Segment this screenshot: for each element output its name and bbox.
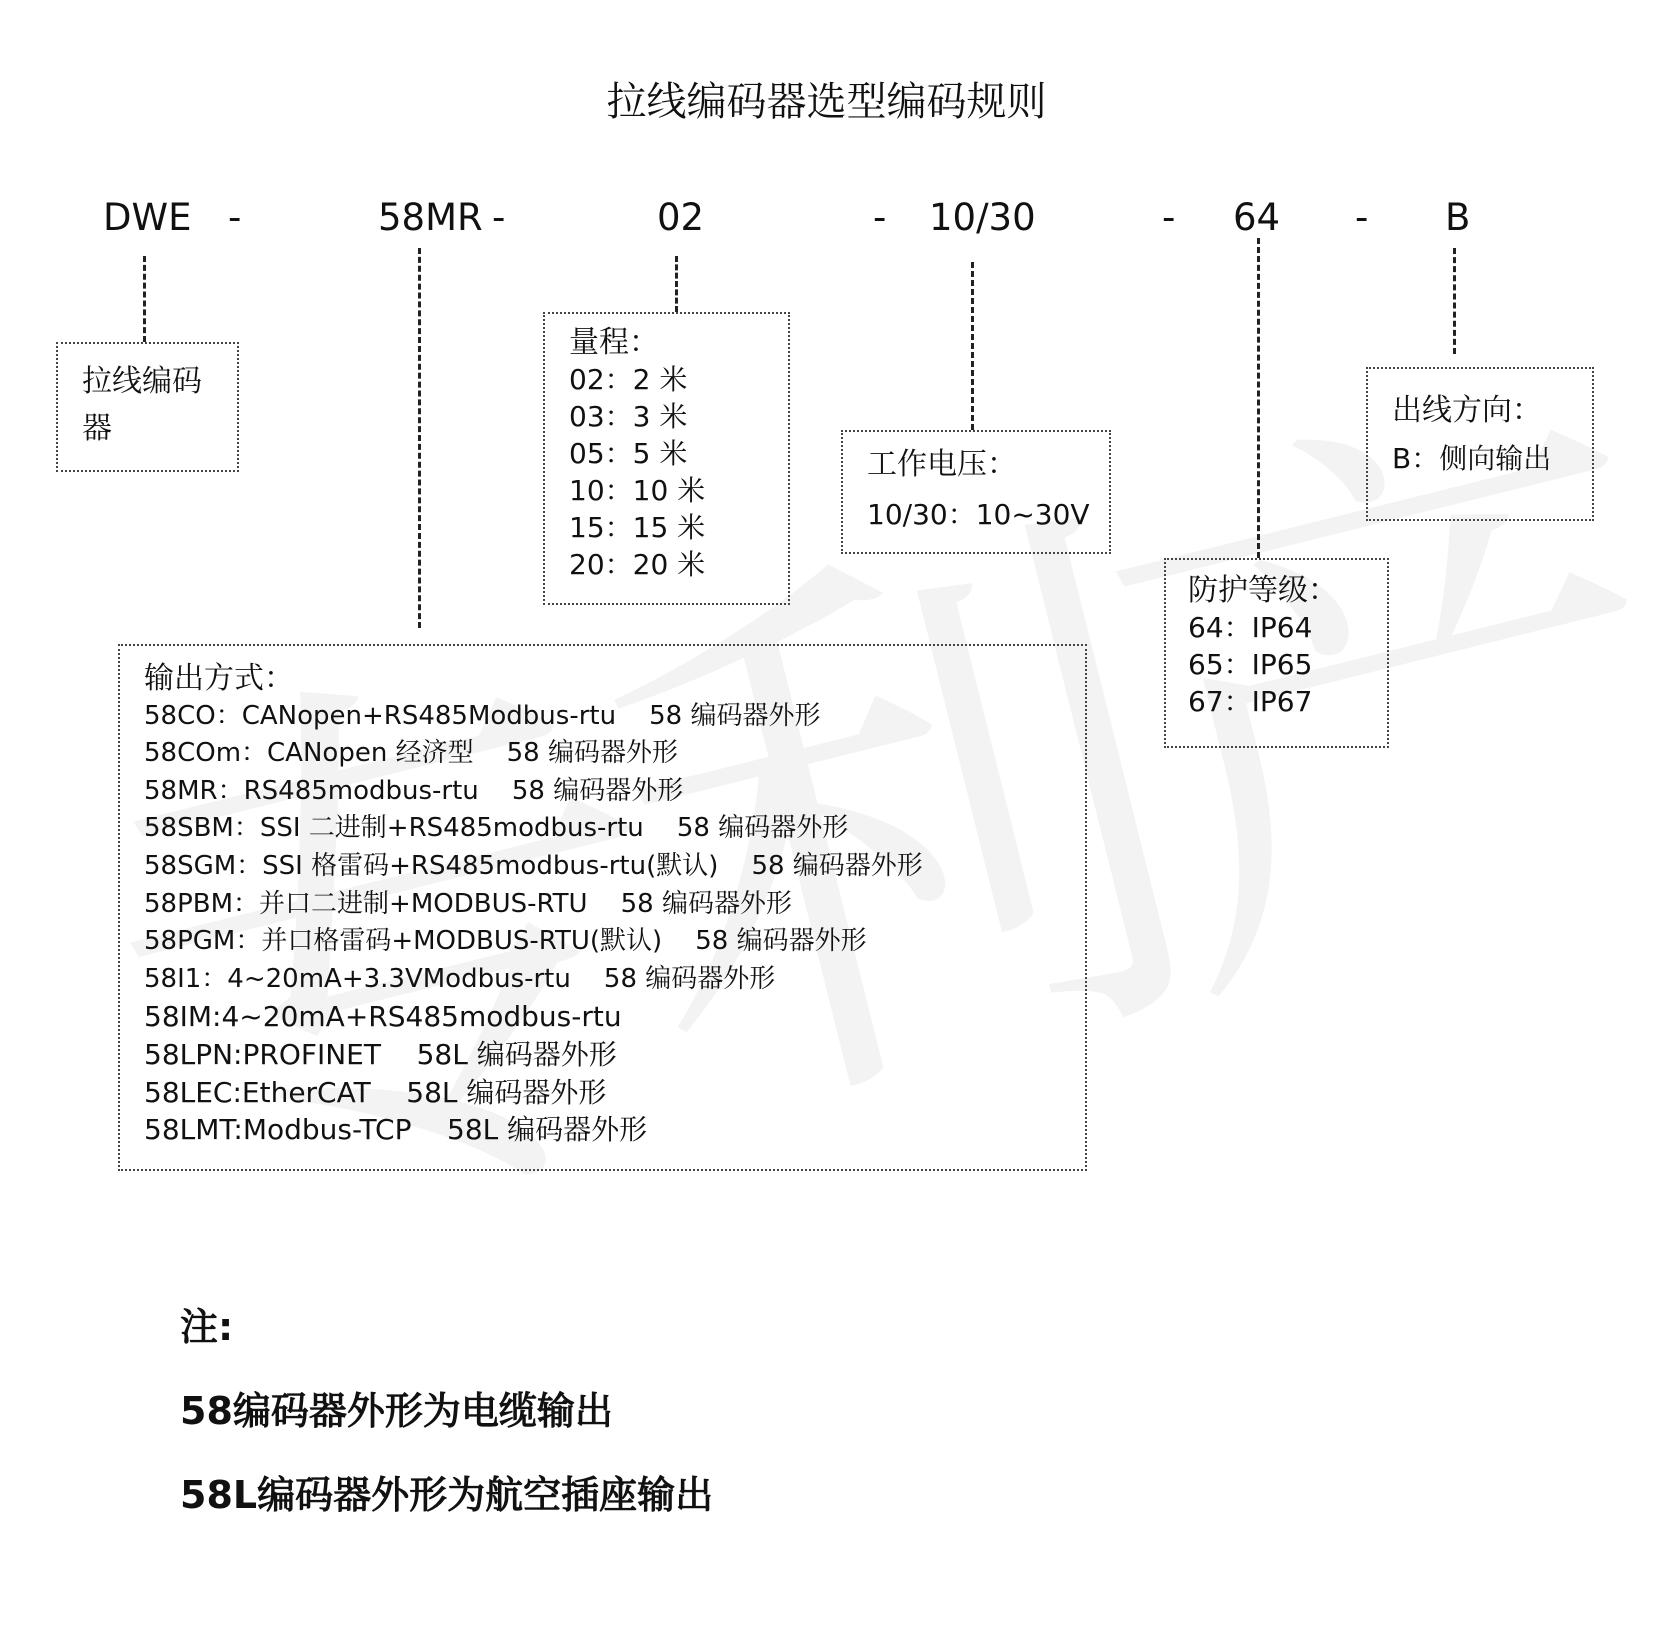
code-direction: B xyxy=(1445,196,1471,239)
output-item: 58PBM：并口二进制+MODBUS-RTU 58 编码器外形 xyxy=(144,888,792,919)
protection-item: 64：IP64 xyxy=(1188,611,1313,644)
range-item: 20：20 米 xyxy=(569,548,706,581)
leader-line-voltage xyxy=(971,262,974,430)
output-item: 58LEC:EtherCAT 58L 编码器外形 xyxy=(144,1075,607,1109)
notes-line: 58编码器外形为电缆输出 xyxy=(180,1389,613,1433)
separator-3: - xyxy=(873,196,887,239)
range-item: 15：15 米 xyxy=(569,511,706,544)
protection-heading: 防护等级： xyxy=(1188,573,1338,608)
voltage-heading: 工作电压： xyxy=(867,447,1017,482)
series-box xyxy=(56,342,239,472)
output-item: 58COm：CANopen 经济型 58 编码器外形 xyxy=(144,738,678,769)
output-heading: 输出方式： xyxy=(144,661,294,696)
series-line-2: 器 xyxy=(82,411,112,446)
output-item: 58LPN:PROFINET 58L 编码器外形 xyxy=(144,1037,617,1071)
code-range: 02 xyxy=(657,196,705,239)
range-item: 05：5 米 xyxy=(569,437,688,470)
protection-box xyxy=(1164,558,1389,748)
protection-item: 65：IP65 xyxy=(1188,648,1313,681)
direction-heading: 出线方向： xyxy=(1392,393,1542,428)
notes-line: 58L编码器外形为航空插座输出 xyxy=(180,1473,714,1517)
leader-line-series xyxy=(143,256,146,342)
protection-item: 67：IP67 xyxy=(1188,685,1313,718)
output-item: 58I1：4~20mA+3.3VModbus-rtu 58 编码器外形 xyxy=(144,963,776,994)
page-title: 拉线编码器选型编码规则 xyxy=(606,79,1047,125)
output-item: 58MR：RS485modbus-rtu 58 编码器外形 xyxy=(144,775,684,806)
range-box xyxy=(543,312,790,605)
direction-item: B：侧向输出 xyxy=(1392,442,1552,475)
separator-5: - xyxy=(1355,196,1369,239)
output-item: 58IM:4~20mA+RS485modbus-rtu xyxy=(144,1000,622,1034)
range-item: 02：2 米 xyxy=(569,363,688,396)
separator-1: - xyxy=(228,196,242,239)
output-item: 58PGM：并口格雷码+MODBUS-RTU(默认) 58 编码器外形 xyxy=(144,926,867,957)
output-item: 58SBM：SSI 二进制+RS485modbus-rtu 58 编码器外形 xyxy=(144,813,849,844)
separator-2: - xyxy=(492,196,506,239)
range-item: 03：3 米 xyxy=(569,400,688,433)
code-voltage: 10/30 xyxy=(929,196,1036,239)
notes-label: 注: xyxy=(180,1305,234,1349)
leader-line-output xyxy=(418,248,421,628)
leader-line-protection xyxy=(1257,238,1260,558)
code-protection: 64 xyxy=(1233,196,1281,239)
range-item: 10：10 米 xyxy=(569,474,706,507)
output-item: 58LMT:Modbus-TCP 58L 编码器外形 xyxy=(144,1113,648,1147)
voltage-box xyxy=(841,430,1111,554)
voltage-item: 10/30：10~30V xyxy=(867,498,1090,531)
separator-4: - xyxy=(1162,196,1176,239)
output-box xyxy=(118,644,1087,1171)
code-output: 58MR xyxy=(378,196,483,239)
direction-box xyxy=(1366,367,1594,521)
output-item: 58SGM：SSI 格雷码+RS485modbus-rtu(默认) 58 编码器外形 xyxy=(144,850,923,881)
output-item: 58CO：CANopen+RS485Modbus-rtu 58 编码器外形 xyxy=(144,700,821,731)
notes xyxy=(180,1285,713,1537)
leader-line-range xyxy=(675,256,678,312)
code-series: DWE xyxy=(103,196,192,239)
series-line-1: 拉线编码 xyxy=(82,364,202,399)
leader-line-direction xyxy=(1453,248,1456,354)
range-heading: 量程： xyxy=(569,325,659,360)
